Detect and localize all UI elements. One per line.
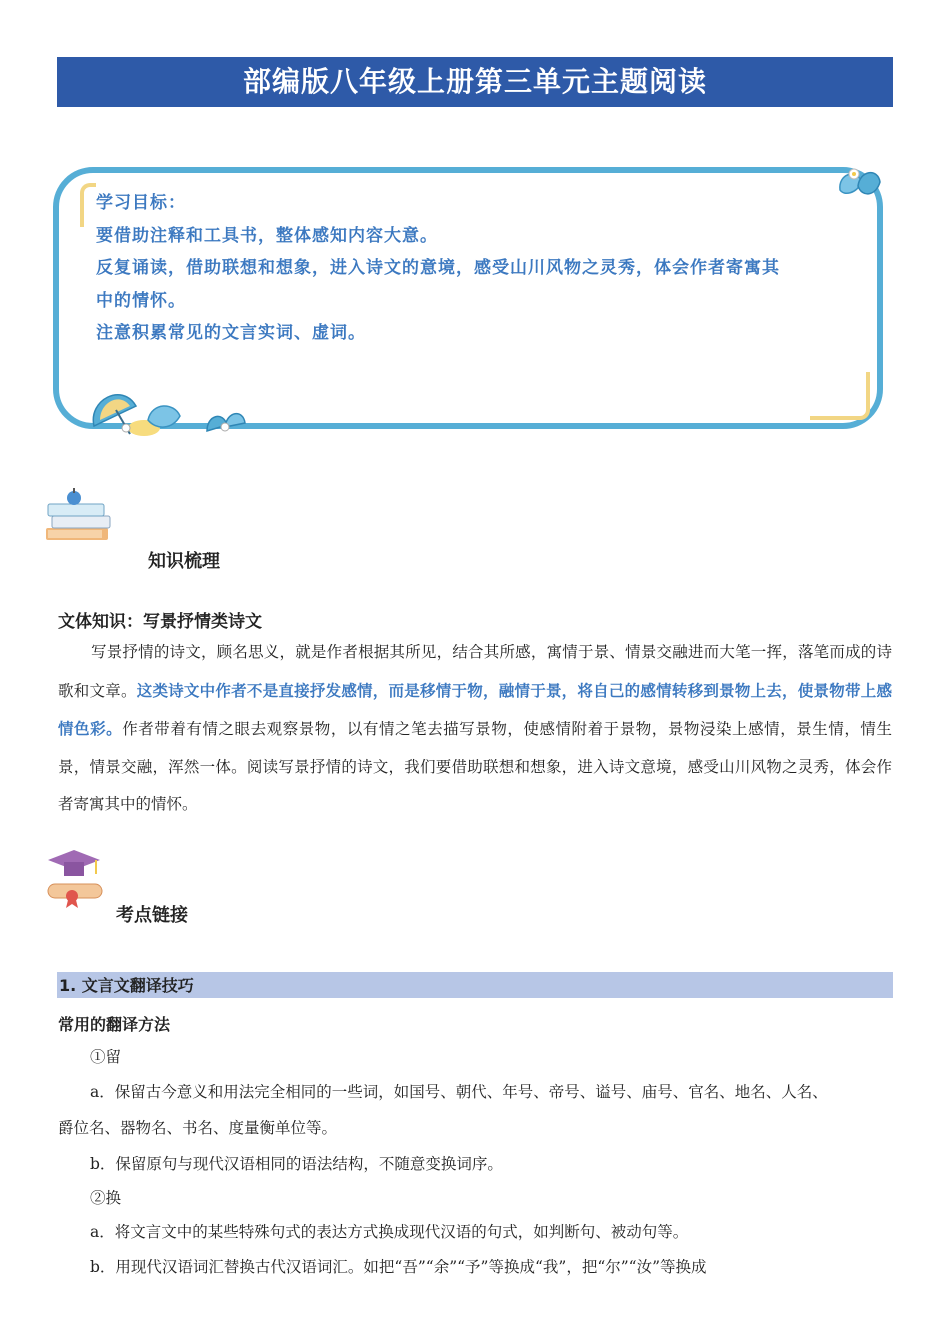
learning-goal-item: 要借助注释和工具书，整体感知内容大意。 [96,225,438,246]
learning-goals-heading: 学习目标： [96,193,186,213]
method-line: a．保留古今意义和用法完全相同的一些词，如国号、朝代、年号、帝号、谥号、庙号、官名、地名、人名、 [90,1083,828,1101]
paragraph-text: 写景抒情的诗文，顾名思义，就是作者根据其所见，结合其所感，寓情于景、情景交融进而大笔一挥，落笔而成的诗歌和文章。 [58,643,892,700]
method-line: ①留 [90,1048,122,1066]
learning-goals-text [96,187,856,350]
paragraph-text: 作者带着有情之眼去观察景物，以有情之笔去描写景物，使感情附着于景物，景物浸染上感情，景生情，情生景，情景交融，浑然一体。阅读写景抒情的诗文，我们要借助联想和想象，进入诗文意境，感受山川风物之灵秀，体会作者寄寓其中的情怀。 [58,720,892,813]
method-line: 爵位名、器物名、书名、度量衡单位等。 [58,1119,338,1137]
subheading-genre: 文体知识：写景抒情类诗文 [58,612,262,632]
topic-band: 1. 文言文翻译技巧 [57,972,893,998]
books-apple-icon [44,486,114,544]
learning-goal-item: 中的情怀。 [96,290,186,311]
method-line: b．保留原句与现代汉语相同的语法结构，不随意变换词序。 [90,1155,503,1173]
page-title: 部编版八年级上册第三单元主题阅读 [57,57,893,107]
section-heading-exam: 考点链接 [116,905,188,926]
method-line: a．将文言文中的某些特殊句式的表达方式换成现代汉语的句式，如判断句、被动句等。 [90,1223,689,1241]
genre-paragraph [58,634,892,824]
umbrella-leaves-icon [86,380,196,438]
flower-leaves-icon [205,405,247,435]
section-heading-knowledge: 知识梳理 [148,551,220,572]
yellow-corner-decoration [80,183,96,227]
graduation-cap-diploma-icon [44,848,106,910]
yellow-corner-decoration [810,372,870,420]
highlighted-text: 这类诗文中作者不是直接抒发感情，而是移情于物，融情于景，将自己的感情转移到景物上去，使景物带上感情色彩。 [58,680,892,738]
learning-goal-item: 反复诵读，借助联想和想象，进入诗文的意境，感受山川风物之灵秀，体会作者寄寓其 [96,258,780,278]
subheading-methods: 常用的翻译方法 [58,1015,171,1034]
learning-goal-item: 注意积累常见的文言实词、虚词。 [96,323,366,343]
method-line: b．用现代汉语词汇替换古代汉语词汇。如把“吾”“余”“予”等换成“我”，把“尔”“汝”等换成 [90,1258,707,1276]
method-line: ②换 [90,1189,122,1207]
